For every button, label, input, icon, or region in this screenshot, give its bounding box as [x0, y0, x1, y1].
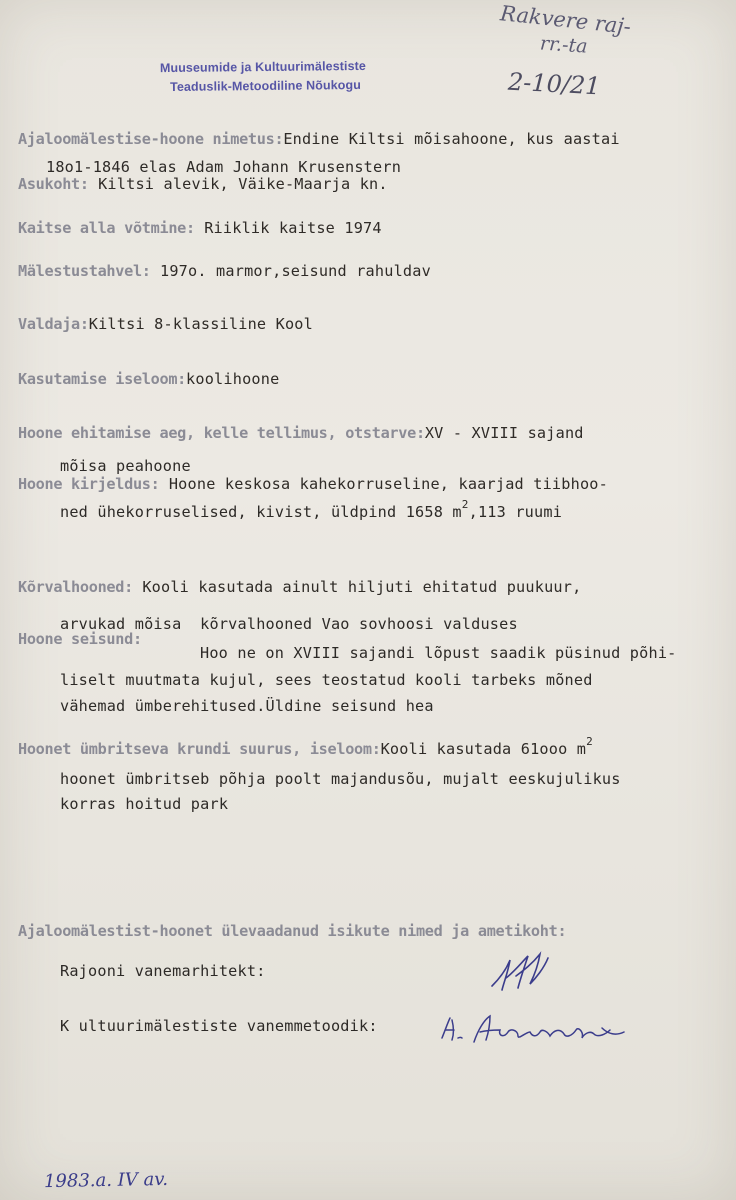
architect-signature	[488, 948, 558, 998]
use-row	[18, 370, 279, 388]
location-row	[18, 175, 388, 193]
build-value-continuation: mõisa peahoone	[60, 457, 191, 475]
grounds-label: Hoonet ümbritseva krundi suurus, iseloom:	[18, 740, 381, 758]
condition-label: Hoone seisund:	[18, 630, 142, 648]
handwritten-date: 1983.a. IV av.	[43, 1168, 169, 1193]
architect-label: Rajooni vanemarhitekt:	[60, 962, 266, 980]
institution-stamp	[160, 57, 366, 97]
grounds-value-3: korras hoitud park	[60, 795, 229, 813]
name-row	[18, 130, 620, 148]
grounds-row	[18, 735, 593, 758]
protection-value: Riiklik kaitse 1974	[204, 219, 382, 237]
use-value: koolihoone	[186, 370, 280, 388]
grounds-superscript: 2	[586, 735, 593, 748]
stamp-line-2: Teaduslik-Metoodiline Nõukogu	[170, 77, 362, 94]
methodologist-label: K ultuurimälestiste vanemmetoodik:	[60, 1017, 378, 1035]
location-label: Asukoht:	[18, 175, 89, 193]
grounds-value-1: Kooli kasutada 61ooo m	[380, 740, 587, 758]
plaque-label: Mälestustahvel:	[18, 262, 151, 280]
plaque-row	[18, 262, 431, 280]
description-superscript: 2	[461, 498, 469, 511]
outbuildings-label: Kõrvalhooned:	[18, 578, 133, 596]
outbuildings-row	[18, 578, 581, 596]
use-label: Kasutamise iseloom:	[18, 370, 187, 388]
owner-value: Kiltsi 8-klassiline Kool	[88, 315, 313, 333]
location-value: Kiltsi alevik, Väike-Maarja kn.	[98, 175, 388, 193]
inspectors-heading: Ajaloomälestist-hoonet ülevaadanud isikute nimed ja ametikoht:	[18, 922, 567, 940]
stamp-line-1: Muuseumide ja Kultuurimälestiste	[159, 58, 366, 76]
outbuildings-value-1: Kooli kasutada ainult hiljuti ehitatud puukuur,	[142, 578, 582, 596]
name-value-continuation: 18o1-1846 elas Adam Johann Krusenstern	[46, 158, 402, 176]
plaque-value: 197o. marmor,seisund rahuldav	[160, 262, 431, 280]
owner-label: Valdaja:	[18, 315, 89, 333]
condition-value-1: Hoo ne on XVIII sajandi lõpust saadik püsinud põhi-	[200, 644, 677, 662]
build-row	[18, 424, 584, 442]
condition-value-3: vähemad ümberehitused.Üldine seisund hea	[60, 697, 434, 715]
archive-note-line-1: Rakvere raj-	[499, 1, 633, 39]
description-value-2	[60, 498, 563, 521]
build-label: Hoone ehitamise aeg, kelle tellimus, otstarve:	[18, 424, 425, 442]
methodologist-signature	[438, 1008, 648, 1050]
description-value-2-end: ,113 ruumi	[468, 503, 563, 521]
condition-value-2: liselt muutmata kujul, sees teostatud kooli tarbeks mõned	[60, 671, 593, 689]
grounds-value-2: hoonet ümbritseb põhja poolt majandusõu, mujalt eeskujulikus	[60, 770, 621, 788]
reference-number: 2-10/21	[507, 67, 602, 101]
owner-row	[18, 315, 313, 333]
description-label: Hoone kirjeldus:	[18, 475, 160, 493]
protection-label: Kaitse alla võtmine:	[18, 219, 195, 237]
outbuildings-value-2: arvukad mõisa kõrvalhooned Vao sovhoosi valduses	[60, 615, 518, 633]
archive-note-line-2: rr.-ta	[539, 32, 589, 58]
protection-row	[18, 219, 382, 237]
name-value: Endine Kiltsi mõisahoone, kus aastai	[283, 130, 620, 148]
description-value-2-start: ned ühekorruselised, kivist, üldpind 1658 m	[60, 503, 462, 521]
description-value-1: Hoone keskosa kahekorruseline, kaarjad tiibhoo-	[168, 475, 608, 493]
description-row	[18, 475, 608, 493]
build-value: XV - XVIII sajand	[424, 424, 584, 442]
name-label: Ajaloomälestise-hoone nimetus:	[18, 130, 284, 148]
